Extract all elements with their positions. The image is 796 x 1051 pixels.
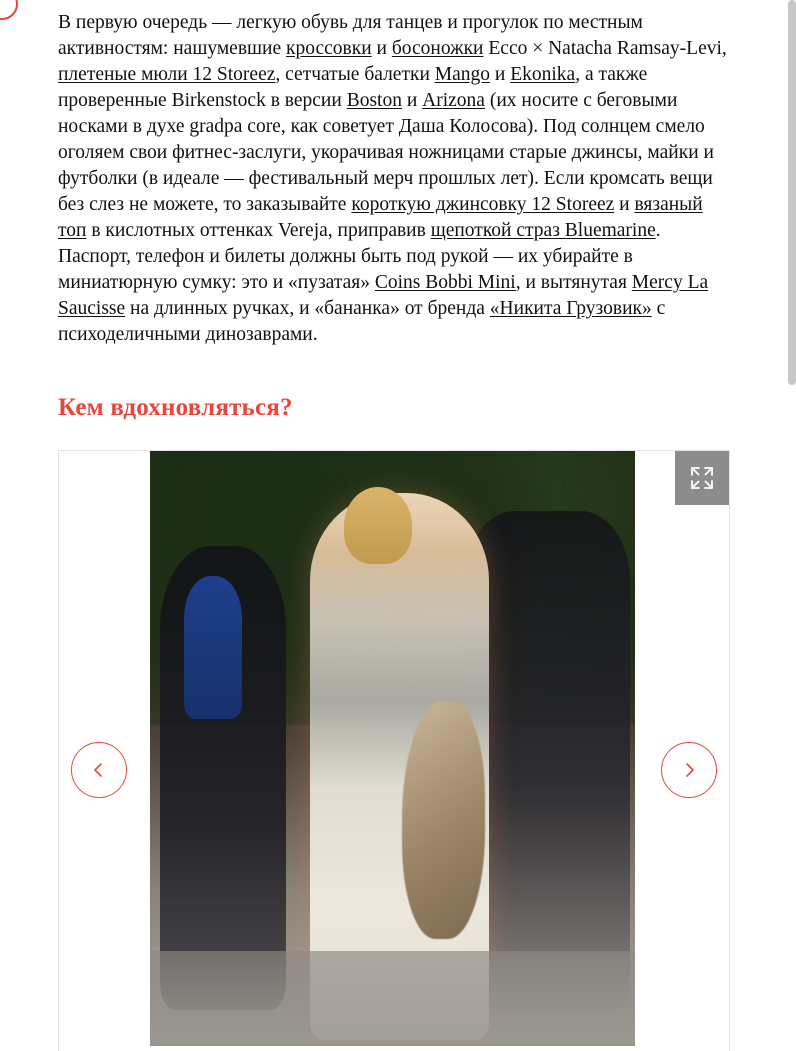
page-scrollbar[interactable] bbox=[788, 0, 796, 1035]
carousel-photo bbox=[150, 451, 635, 1046]
link-straz: щепоткой страз Bluemarine bbox=[430, 220, 656, 241]
link-nikita-gruzovik: «Никита Грузовик» bbox=[489, 298, 652, 319]
chevron-right-icon bbox=[681, 762, 697, 778]
link-arizona: Arizona bbox=[422, 90, 485, 111]
link-coins-bobbi-mini: Coins Bobbi Mini bbox=[374, 272, 516, 293]
link-mercy-la-saucisse: Mercy La Saucisse bbox=[58, 272, 709, 319]
carousel-next-button[interactable] bbox=[661, 742, 717, 798]
link-vjazanyj-top: вязаный топ bbox=[58, 194, 703, 241]
image-carousel[interactable] bbox=[58, 450, 730, 1051]
expand-icon bbox=[689, 465, 715, 491]
link-bosonozhki: босоножки bbox=[391, 38, 484, 59]
link-boston: Boston bbox=[346, 90, 402, 111]
photo-subject-hair bbox=[344, 487, 412, 564]
carousel-prev-button[interactable] bbox=[71, 742, 127, 798]
article-paragraph: В первую очередь — легкую обувь для танцев и прогулок по местным активностям: нашумевшие кроссовки и босоножки Ecco × Natacha Ramsay-Levi, плетеные мюли 12 Storeez, сетчатые балетки Mango и Ekonika, а также проверенные Birkenstock в версии Boston и Arizona (их носите с беговыми носками в духе gradpa core, как советует Даша Колосова). Под солнцем смело оголяем свои фитнес-заслуги, укорачивая ножницами старые джинсы, майки и футболки (в идеале — фестивальный мерч прошлых лет). Если кромсать вещи без слез не можете, то заказывайте короткую джинсовку 12 Storeez и вязаный топ в кислотных оттенках Vereja, приправив щепоткой страз Bluemarine. Паспорт, телефон и билеты должны быть под рукой — их убирайте в миниатюрную сумку: это и «пузатая» Coins Bobbi Mini, и вытянутая Mercy La Saucisse на длинных ручках, и «бананка» от бренда «Никита Грузовик» с психоделичными динозаврами. bbox=[58, 12, 727, 345]
expand-image-button[interactable] bbox=[675, 451, 729, 505]
photo-fur-coat bbox=[402, 701, 484, 939]
link-mango: Mango bbox=[434, 64, 491, 85]
article-content bbox=[58, 0, 728, 1051]
photo-crowd-left-blue bbox=[184, 576, 242, 719]
section-heading: Кем вдохновляться? bbox=[58, 394, 293, 421]
chevron-left-icon bbox=[91, 762, 107, 778]
link-ekonika: Ekonika bbox=[510, 64, 576, 85]
link-mjuli: плетеные мюли 12 Storeez bbox=[58, 64, 276, 85]
decorative-circle bbox=[0, 0, 18, 20]
link-dzhinsovka: короткую джинсовку 12 Storeez bbox=[351, 194, 615, 215]
photo-crowd-right bbox=[465, 511, 630, 1011]
link-krossovki: кроссовки bbox=[286, 38, 372, 59]
photo-ground bbox=[150, 951, 635, 1046]
scrollbar-thumb[interactable] bbox=[788, 0, 796, 385]
